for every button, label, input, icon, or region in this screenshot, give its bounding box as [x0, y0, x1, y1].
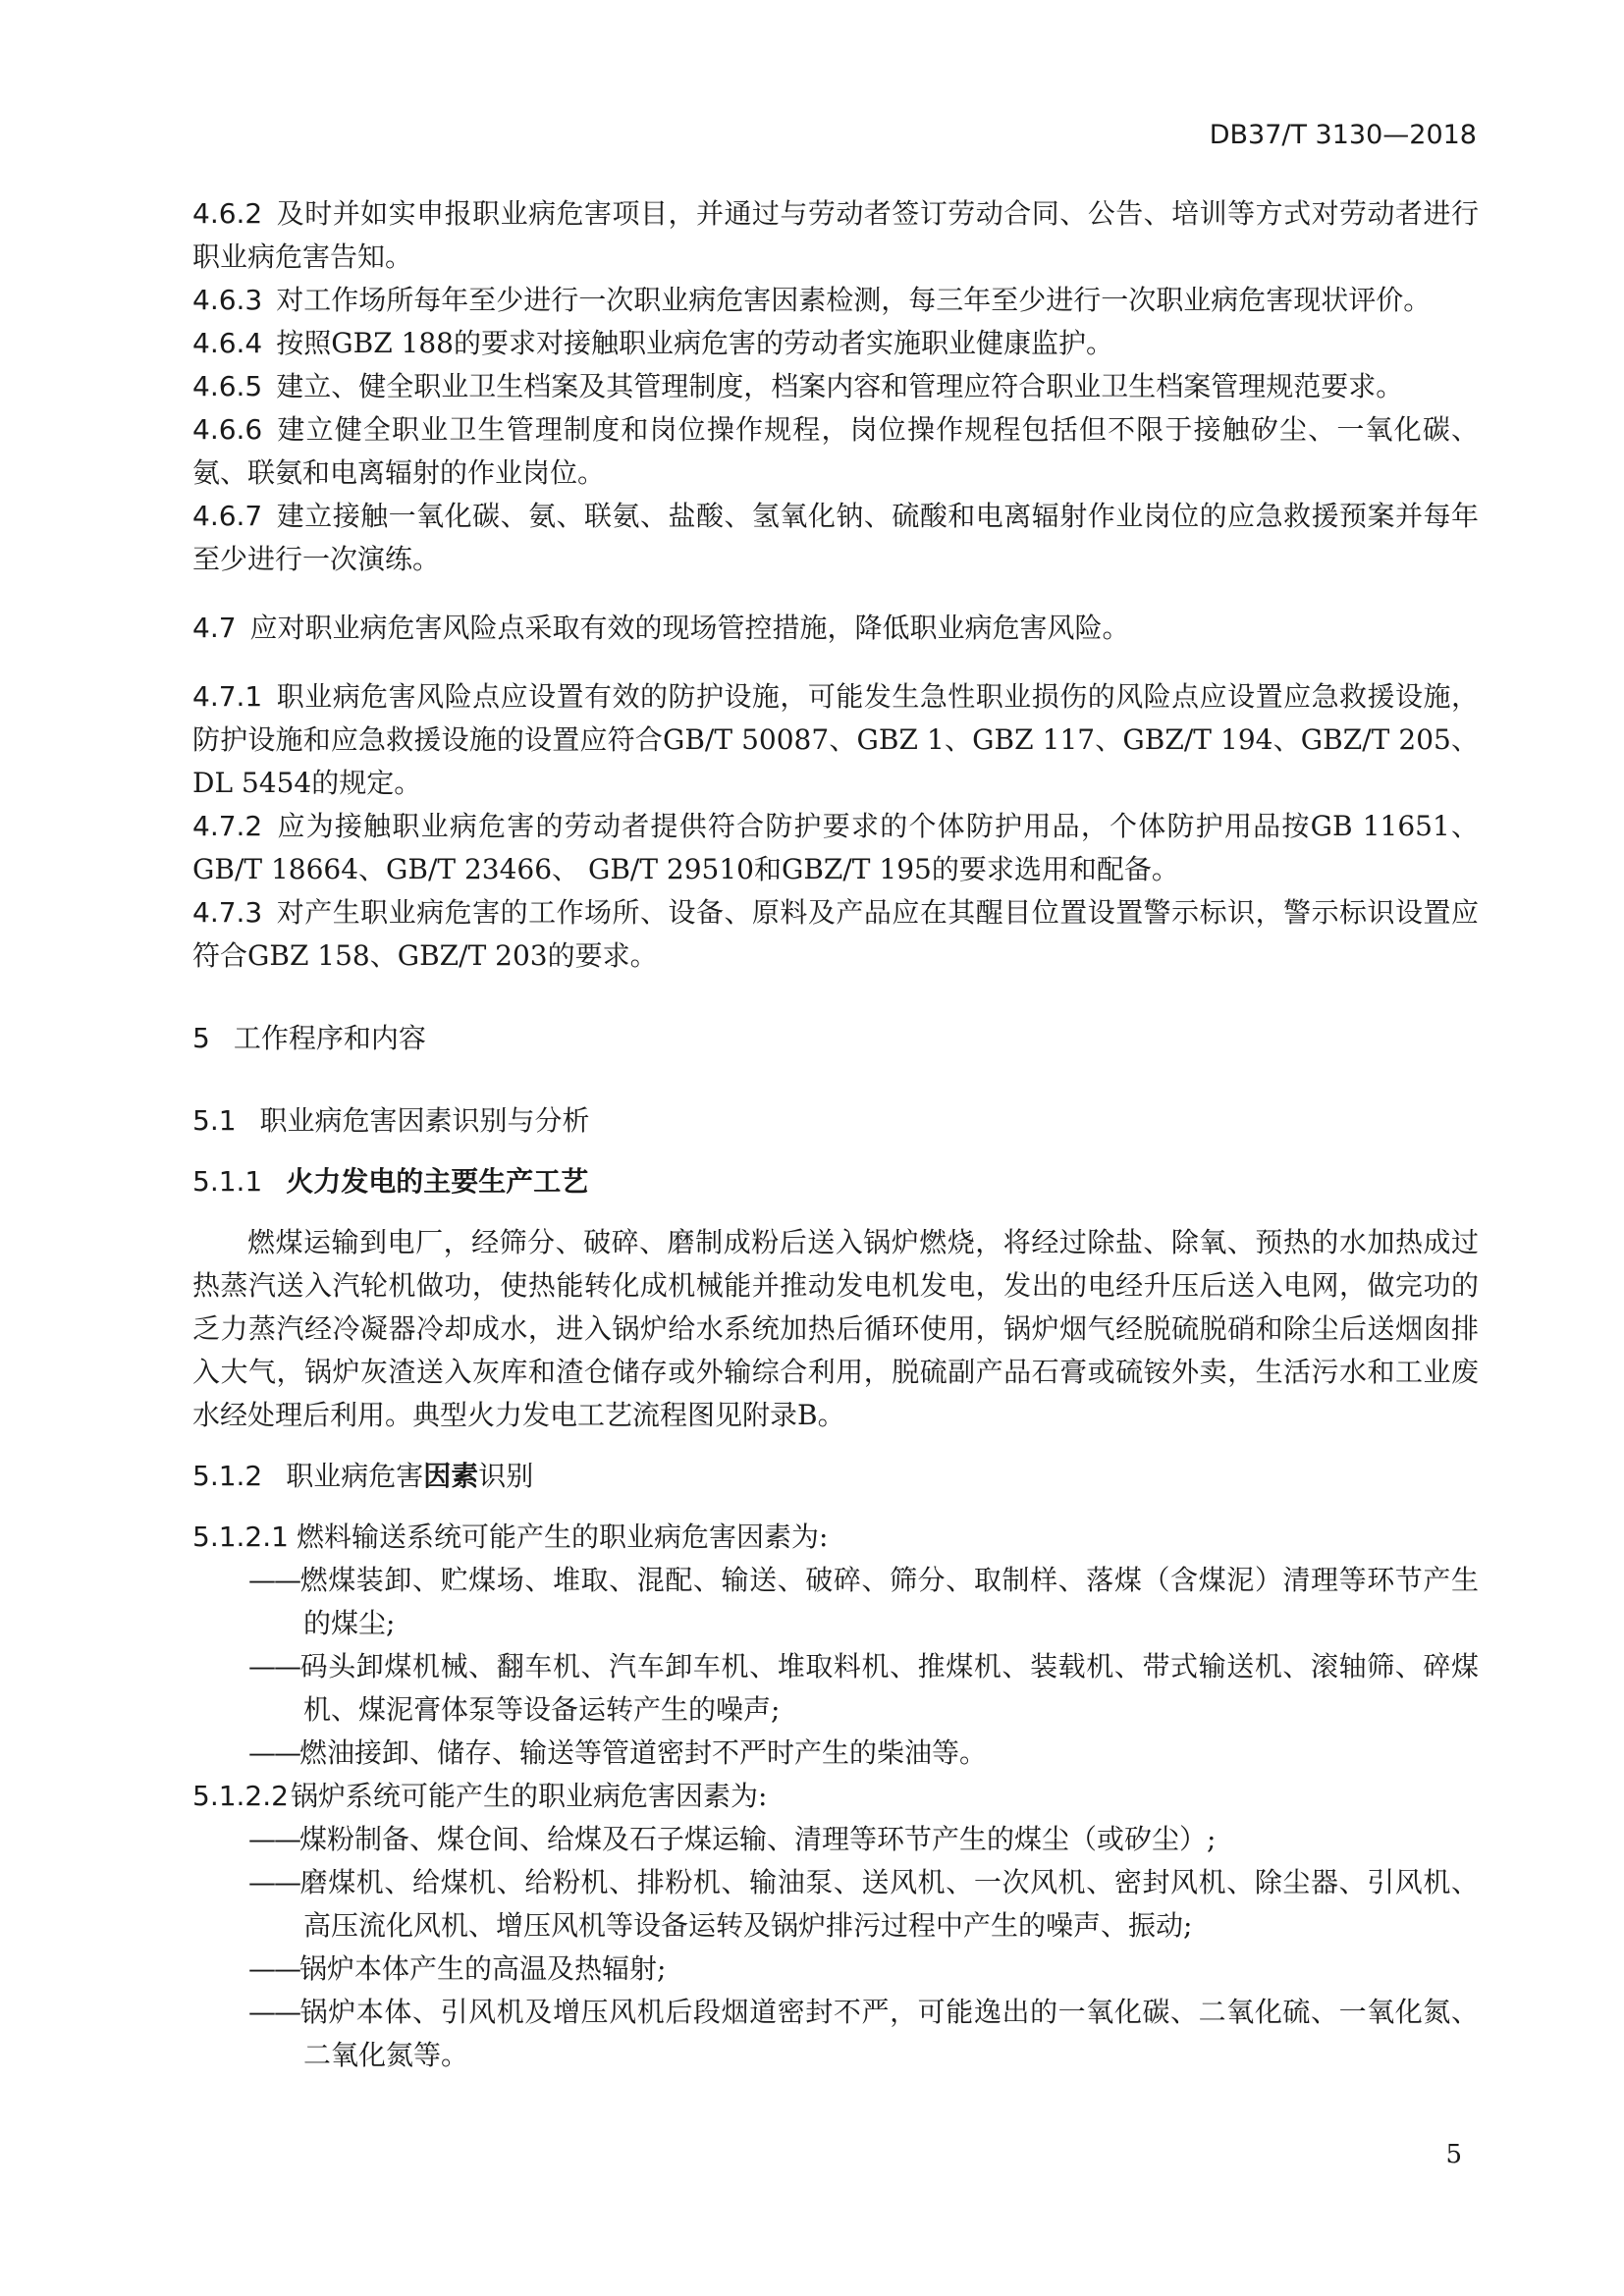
clause-4-6-3: 4.6.3 对工作场所每年至少进行一次职业病危害因素检测，每三年至少进行一次职业病危害现状评价。 — [192, 284, 1432, 316]
clause-4-7-3: 4.7.3 对产生职业病危害的工作场所、设备、原料及产品应在其醒目位置设置警示标识，警示标识设置应符合GBZ 158、GBZ/T 203的要求。 — [192, 896, 1479, 972]
section-5-1-heading: 5.1 职业病危害因素识别与分析 — [192, 1104, 590, 1137]
clause-4-6-6: 4.6.6 建立健全职业卫生管理制度和岗位操作规程，岗位操作规程包括但不限于接触矽尘、一氧化碳、氨、联氨和电离辐射的作业岗位。 — [192, 413, 1479, 489]
page-number: 5 — [1445, 2140, 1462, 2169]
clause-4-6-2: 4.6.2 及时并如实申报职业病危害项目，并通过与劳动者签订劳动合同、公告、培训等方式对劳动者进行职业病危害告知。 — [192, 197, 1479, 273]
clause-4-7-2: 4.7.2 应为接触职业病危害的劳动者提供符合防护要求的个体防护用品，个体防护用品按GB 11651、GB/T 18664、GB/T 23466、 GB/T 29510和GBZ/T 195的要求选用和配备。 — [192, 810, 1479, 885]
list-item: ——磨煤机、给煤机、给粉机、排粉机、输油泵、送风机、一次风机、密封风机、除尘器、引风机、高压流化风机、增压风机等设备运转及锅炉排污过程中产生的噪声、振动; — [248, 1866, 1479, 1942]
list-item: ——锅炉本体产生的高温及热辐射; — [248, 1952, 667, 1985]
list-item: ——燃煤装卸、贮煤场、堆取、混配、输送、破碎、筛分、取制样、落煤（含煤泥）清理等环节产生的煤尘; — [248, 1564, 1479, 1639]
clause-5-1-2-1: 5.1.2.1 燃料输送系统可能产生的职业病危害因素为: — [192, 1521, 829, 1553]
section-5-1-1-heading: 5.1.1 火力发电的主要生产工艺 — [192, 1165, 589, 1198]
list-item: ——码头卸煤机械、翻车机、汽车卸车机、堆取料机、推煤机、装载机、带式输送机、滚轴筛、碎煤机、煤泥膏体泵等设备运转产生的噪声; — [248, 1650, 1479, 1726]
clause-4-7: 4.7 应对职业病危害风险点采取有效的现场管控措施，降低职业病危害风险。 — [192, 612, 1130, 644]
section-5-heading: 5 工作程序和内容 — [192, 1022, 426, 1054]
page-body — [192, 192, 1479, 2077]
list-item: ——燃油接卸、储存、输送等管道密封不严时产生的柴油等。 — [248, 1736, 988, 1769]
clause-4-6-7: 4.6.7 建立接触一氧化碳、氨、联氨、盐酸、氢氧化钠、硫酸和电离辐射作业岗位的应急救援预案并每年至少进行一次演练。 — [192, 500, 1479, 575]
process-description-paragraph: 燃煤运输到电厂，经筛分、破碎、磨制成粉后送入锅炉燃烧，将经过除盐、除氧、预热的水加热成过热蒸汽送入汽轮机做功，使热能转化成机械能并推动发电机发电，发出的电经升压后送入电网，做完功的乏力蒸汽经冷凝器冷却成水，进入锅炉给水系统加热后循环使用，锅炉烟气经脱硫脱硝和除尘后送烟囱排入大气，锅炉灰渣送入灰库和渣仓储存或外输综合利用，脱硫副产品石膏或硫铵外卖，生活污水和工业废水经处理后利用。典型火力发电工艺流程图见附录B。 — [192, 1226, 1479, 1431]
list-item: ——锅炉本体、引风机及增压风机后段烟道密封不严，可能逸出的一氧化碳、二氧化硫、一氧化氮、二氧化氮等。 — [248, 1996, 1479, 2071]
clause-5-1-2-2: 5.1.2.2锅炉系统可能产生的职业病危害因素为: — [192, 1780, 768, 1812]
list-item: ——煤粉制备、煤仓间、给煤及石子煤运输、清理等环节产生的煤尘（或矽尘）; — [248, 1823, 1217, 1855]
clause-4-7-1: 4.7.1 职业病危害风险点应设置有效的防护设施，可能发生急性职业损伤的风险点应设置应急救援设施，防护设施和应急救援设施的设置应符合GB/T 50087、GBZ 1、GBZ 117、GBZ/T 194、GBZ/T 205、DL 5454的规定。 — [192, 680, 1479, 799]
clause-4-6-5: 4.6.5 建立、健全职业卫生档案及其管理制度，档案内容和管理应符合职业卫生档案管理规范要求。 — [192, 370, 1404, 402]
clause-4-6-4: 4.6.4 按照GBZ 188的要求对接触职业病危害的劳动者实施职业健康监护。 — [192, 327, 1113, 359]
section-5-1-2-heading: 5.1.2 职业病危害因素识别 — [192, 1460, 534, 1492]
document-id-header: DB37/T 3130—2018 — [1209, 120, 1477, 150]
